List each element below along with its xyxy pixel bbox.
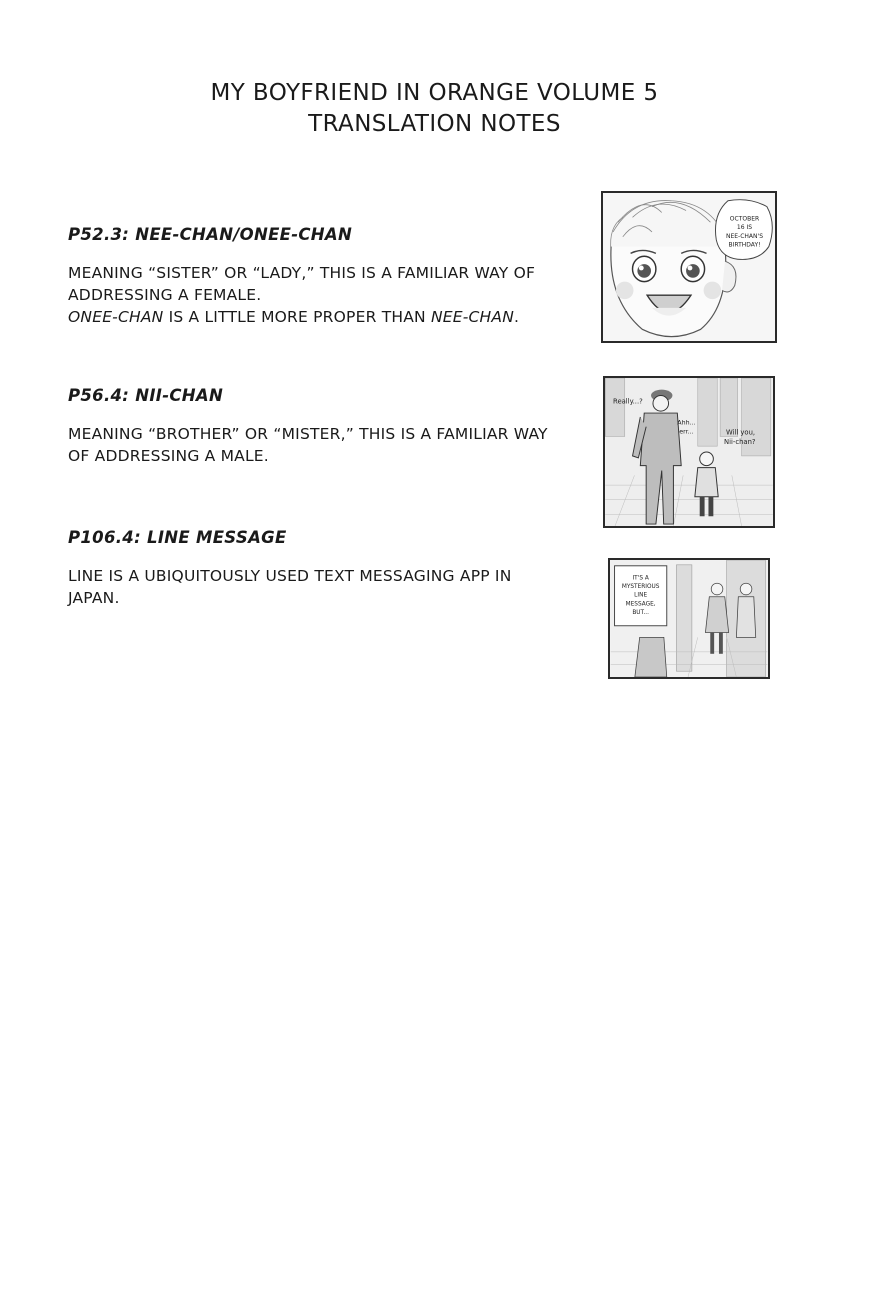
manga-panel-nii-chan xyxy=(603,376,775,528)
note-line: MEANING “SISTER” OR “LADY,” THIS IS A FAMILIAR WAY OF xyxy=(68,264,536,282)
bubble-text: LINE xyxy=(634,592,648,599)
note-text: . xyxy=(514,308,520,326)
street-scene-illustration xyxy=(605,378,773,526)
bubble-text: BUT... xyxy=(632,610,649,617)
note-body xyxy=(68,565,568,609)
note-term: ONEE-CHAN xyxy=(68,308,164,326)
note-line: ADDRESSING A FEMALE. xyxy=(68,286,262,304)
bubble-text: BIRTHDAY! xyxy=(728,241,761,249)
mall-scene-illustration xyxy=(610,560,768,677)
bubble-text: NEE-CHAN'S xyxy=(725,232,764,240)
bubble-text: MYSTERIOUS xyxy=(621,584,660,591)
note-body xyxy=(68,262,568,328)
bubble-text: MESSAGE, xyxy=(625,601,656,608)
note-line xyxy=(68,306,568,328)
note-heading: P106.4: LINE MESSAGE xyxy=(68,528,287,547)
title-line-2: TRANSLATION NOTES xyxy=(308,111,561,137)
panel-text: Really...? xyxy=(613,397,643,406)
page-title xyxy=(0,78,869,140)
panel-text: Will you, xyxy=(726,428,756,437)
bubble-text: IT'S A xyxy=(632,575,649,582)
girl-smiling-illustration xyxy=(603,193,775,341)
note-nii-chan xyxy=(68,385,568,467)
note-line-message xyxy=(68,527,568,609)
note-heading: P52.3: NEE-CHAN/ONEE-CHAN xyxy=(68,225,353,244)
panel-text: Ahh... xyxy=(677,419,696,427)
speech-bubble xyxy=(715,200,772,260)
bubble-text: OCTOBER xyxy=(729,215,760,223)
title-line-1: MY BOYFRIEND IN ORANGE VOLUME 5 xyxy=(210,80,659,106)
note-line: JAPAN. xyxy=(68,589,120,607)
note-body xyxy=(68,423,568,467)
note-text: IS A LITTLE MORE PROPER THAN xyxy=(163,308,431,326)
note-line: OF ADDRESSING A MALE. xyxy=(68,447,269,465)
bubble-text: 16 IS xyxy=(736,224,753,232)
panel-text: err... xyxy=(679,428,694,436)
speech-bubble xyxy=(615,566,667,626)
panel-text: Nii-chan? xyxy=(724,438,756,447)
manga-panel-line-message xyxy=(608,558,770,679)
manga-panel-nee-chan xyxy=(601,191,777,343)
note-term: NEE-CHAN xyxy=(430,308,515,326)
note-line: LINE IS A UBIQUITOUSLY USED TEXT MESSAGING APP IN xyxy=(68,567,512,585)
note-line: MEANING “BROTHER” OR “MISTER,” THIS IS A FAMILIAR WAY xyxy=(68,425,548,443)
note-heading: P56.4: NII-CHAN xyxy=(68,386,224,405)
note-nee-chan xyxy=(68,224,568,328)
